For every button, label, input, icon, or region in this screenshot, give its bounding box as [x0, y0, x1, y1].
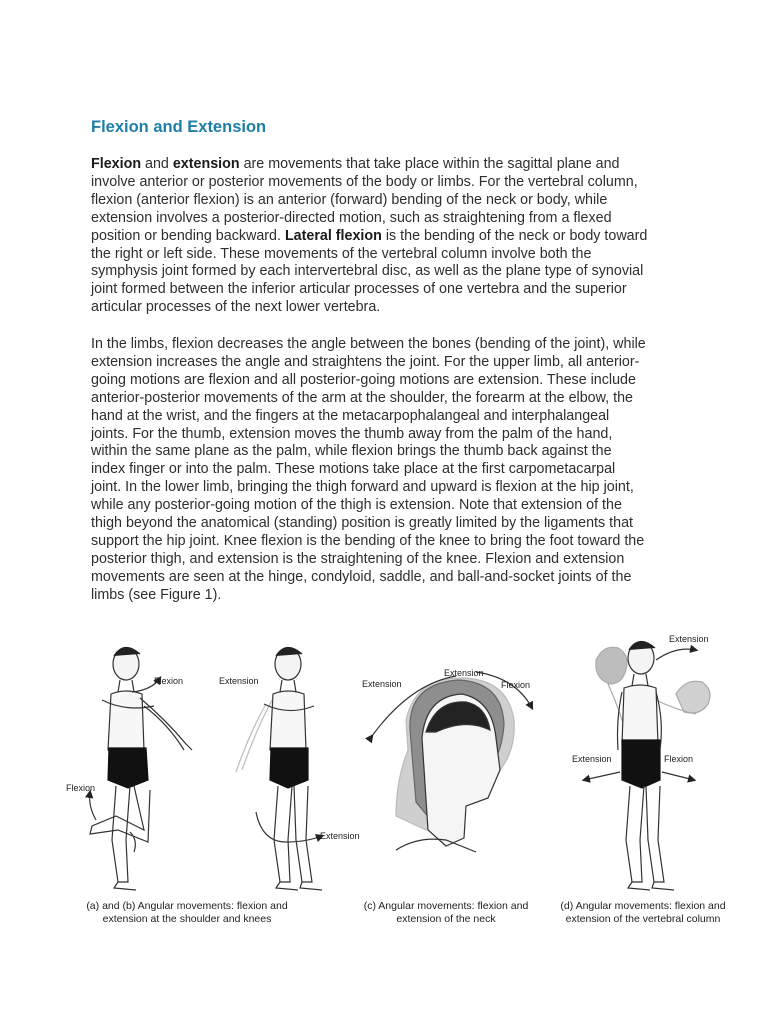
text-fragment: position or bending backward.: [91, 227, 285, 244]
text-line: In the limbs, flexion decreases the angle between the bones (bending of the joint), while: [91, 336, 646, 352]
label-extension-neck-top: Extension: [444, 668, 484, 678]
caption-a-b: [82, 900, 292, 925]
text-line: the right or left side. These movements of the vertebral column involve both the: [91, 245, 592, 262]
term-extension: extension: [172, 156, 240, 172]
text-line: going motions are flexion and all posterior-going motions are extension. These include: [91, 371, 636, 388]
text-line: [91, 228, 691, 246]
caption-line: extension of the neck: [396, 912, 496, 925]
text-line: extension involves a posterior-directed motion, such as straightening from a flexed: [91, 209, 612, 226]
term-lateral-flexion: Lateral flexion: [284, 227, 382, 244]
text-line: thigh beyond the anatomical (standing) position is greatly limited by the ligaments that: [91, 515, 633, 532]
text-line: within the same plane as the palm, while flexion brings the thumb back against the: [91, 443, 612, 460]
paragraph-limbs: [91, 336, 691, 605]
text-fragment: are movements that take place within the sagittal plane and: [239, 156, 620, 172]
caption-c: [356, 900, 536, 925]
text-line: [91, 156, 691, 174]
figure-angular-movements: [56, 620, 746, 932]
text-line: while any posterior-going motion of the thigh is extension. Note that extension of the: [91, 497, 622, 514]
text-line: joint. In the lower limb, bringing the thigh forward and upward is flexion at the hip joint,: [91, 479, 634, 496]
text-fragment: and: [141, 156, 173, 172]
text-line: extension increases the angle and straightens the joint. For the upper limb, all anterior-: [91, 353, 640, 370]
label-extension-column-top: Extension: [669, 634, 709, 644]
label-extension-column: Extension: [572, 754, 612, 764]
label-extension-shoulder: Extension: [219, 676, 259, 686]
label-flexion-shoulder: Flexion: [154, 676, 184, 686]
text-line: joint formed between the inferior articular processes of one vertebra and the superior: [91, 281, 627, 298]
text-line: posterior thigh, and extension is the straightening of the knee. Flexion and extension: [91, 550, 625, 567]
text-line: index finger or into the palm. These motions take place at the first carpometacarpal: [91, 461, 616, 478]
text-fragment: is the bending of the neck or body toward: [381, 227, 648, 244]
label-flexion-column: Flexion: [664, 754, 694, 764]
label-extension-knee: Extension: [320, 831, 360, 841]
figure-d-vertebral-flexion-extension: [584, 641, 710, 890]
caption-line: extension at the shoulder and knees: [102, 912, 272, 925]
caption-line: (c) Angular movements: flexion and: [363, 900, 529, 912]
figure-illustration: [56, 620, 746, 932]
paragraph-flexion-extension: [91, 156, 691, 317]
text-line: joints. For the thumb, extension moves the thumb away from the palm of the hand,: [91, 425, 613, 442]
text-line: symphysis joint formed by each intervertebral disc, as well as the plane type of synovial: [91, 263, 644, 280]
caption-d: [553, 900, 733, 925]
label-flexion-knee: Flexion: [66, 783, 96, 793]
label-extension-neck-back: Extension: [362, 679, 402, 689]
text-line: involve anterior or posterior movements of the body or limbs. For the vertebral column,: [91, 173, 638, 190]
page-heading: Flexion and Extension: [91, 118, 267, 136]
caption-line: (a) and (b) Angular movements: flexion and: [86, 900, 288, 912]
text-line: articular processes of the next lower vertebra.: [91, 299, 381, 316]
figure-c-neck-flexion-extension: [372, 672, 532, 852]
text-line: hand at the wrist, and the fingers at the metacarpophalangeal and interphalangeal: [91, 407, 610, 424]
label-flexion-neck: Flexion: [501, 680, 531, 690]
text-line: support the hip joint. Knee flexion is the bending of the knee to bring the foot toward the: [91, 532, 645, 549]
text-line: anterior-posterior movements of the arm at the shoulder, the forearm at the elbow, the: [91, 389, 633, 406]
caption-line: extension of the vertebral column: [565, 912, 721, 925]
text-line: flexion (anterior flexion) is an anterior (forward) bending of the neck or body, while: [91, 191, 608, 208]
text-line: movements are seen at the hinge, condyloid, saddle, and ball-and-socket joints of the: [91, 568, 632, 585]
text-line: limbs (see Figure 1).: [91, 586, 222, 603]
term-flexion: Flexion: [91, 156, 142, 172]
caption-line: (d) Angular movements: flexion and: [560, 900, 726, 912]
